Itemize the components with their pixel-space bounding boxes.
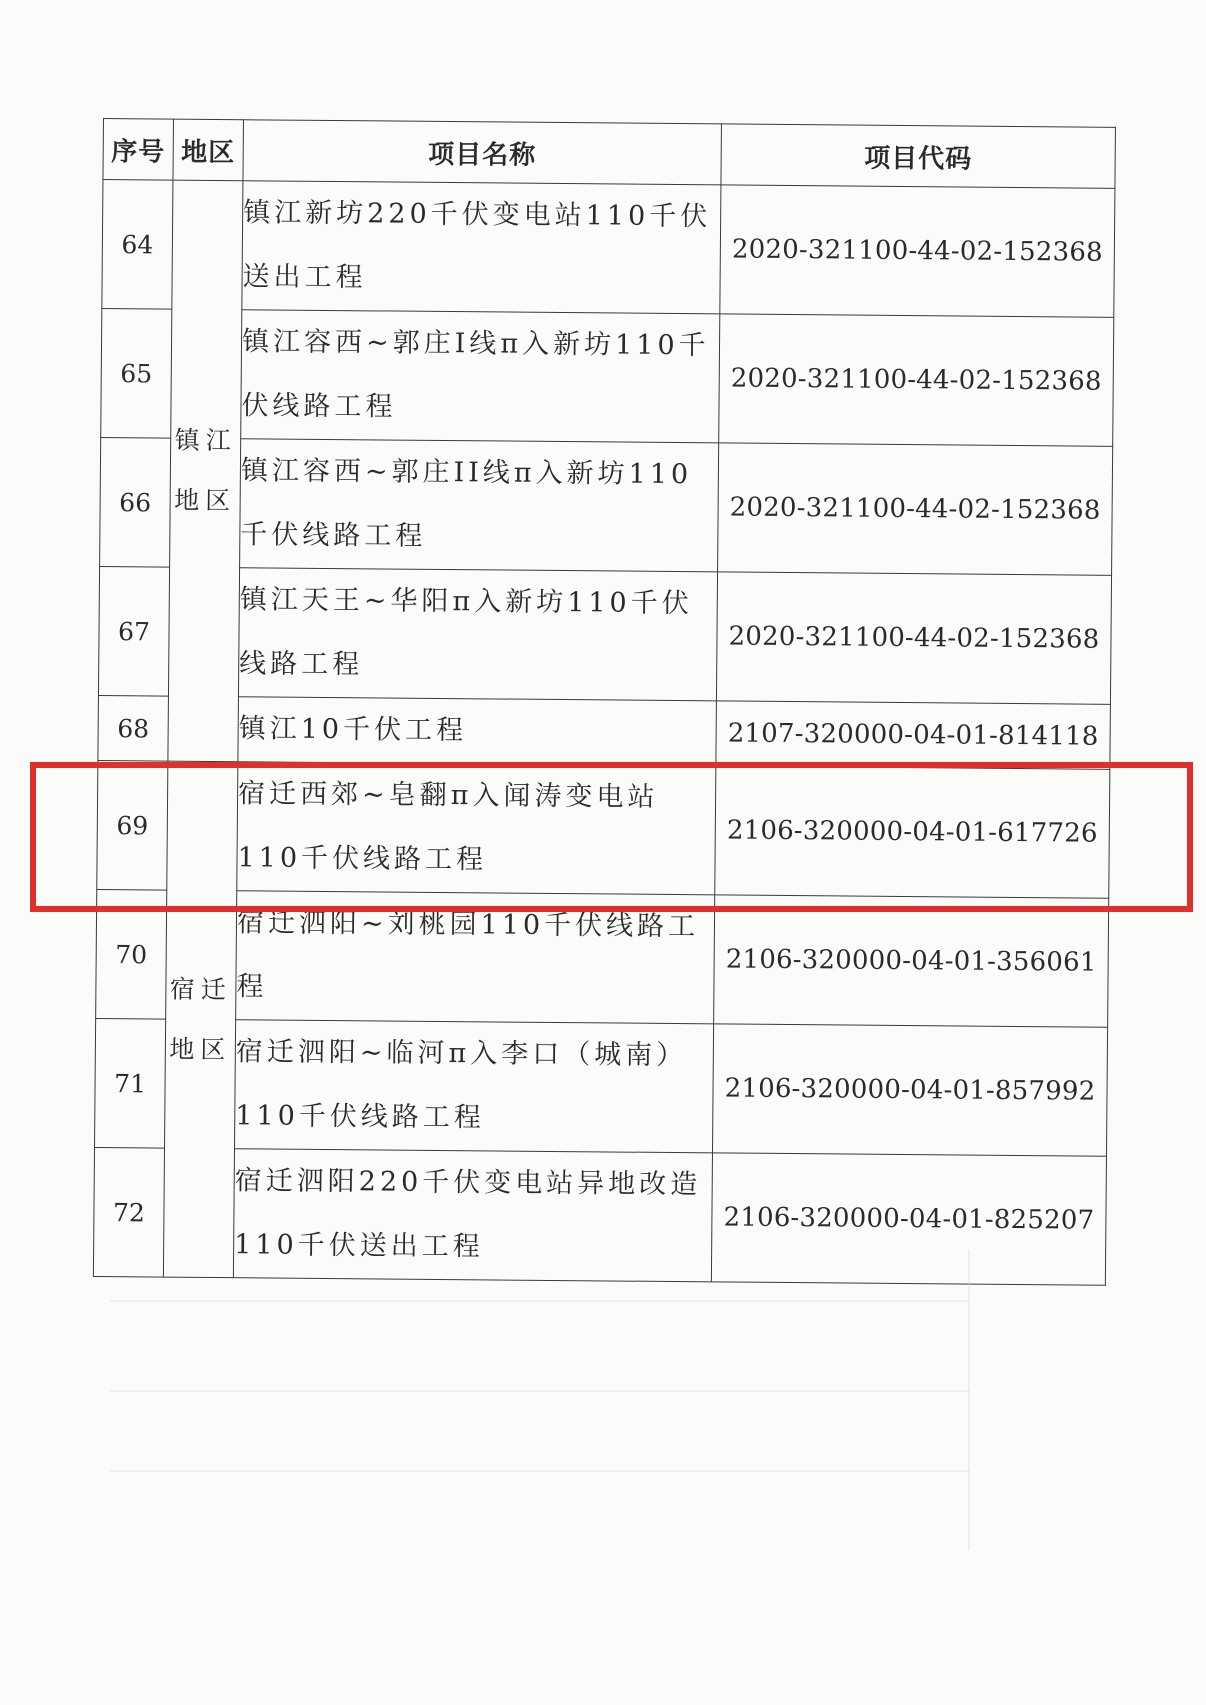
show-through-line	[968, 1250, 970, 1550]
row-project-code: 2106-320000-04-01-857992	[712, 1024, 1107, 1156]
row-seq: 65	[101, 308, 172, 438]
row-seq: 69	[97, 760, 168, 890]
row-project-name: 镇江新坊220千伏变电站110千伏送出工程	[242, 181, 721, 314]
row-seq: 67	[98, 566, 169, 696]
header-seq: 序号	[103, 119, 174, 181]
region-label-line: 宿迁	[169, 974, 233, 1004]
row-seq: 71	[95, 1018, 166, 1148]
show-through-line	[110, 1470, 970, 1472]
show-through-line	[110, 1390, 970, 1392]
row-project-code: 2106-320000-04-01-356061	[714, 895, 1109, 1027]
row-project-name: 宿迁泗阳~临河π入李口（城南）110千伏线路工程	[235, 1020, 714, 1153]
row-project-name: 镇江容西~郭庄II线π入新坊110千伏线路工程	[240, 439, 719, 572]
region-label-line: 地区	[174, 485, 237, 516]
row-seq: 72	[93, 1147, 164, 1277]
table-row	[100, 437, 1113, 575]
row-seq: 68	[98, 695, 169, 761]
row-project-name: 宿迁西郊~皂翻π入闻涛变电站110千伏线路工程	[237, 762, 716, 895]
table-row	[101, 308, 1114, 446]
row-seq: 66	[100, 437, 171, 567]
row-project-name: 宿迁泗阳~刘桃园110千伏线路工程	[236, 891, 715, 1024]
row-project-code: 2106-320000-04-01-617726	[715, 766, 1110, 898]
row-project-code: 2020-321100-44-02-152368	[720, 185, 1115, 317]
table-row	[98, 566, 1111, 704]
row-seq: 70	[96, 889, 167, 1019]
row-project-code: 2020-321100-44-02-152368	[719, 314, 1114, 446]
row-project-name: 镇江天王~华阳π入新坊110千伏线路工程	[238, 568, 717, 701]
table-row	[98, 695, 1111, 769]
region-label-line: 镇江	[174, 425, 237, 456]
region-label-line: 地区	[169, 1034, 232, 1064]
table-row	[95, 1018, 1108, 1156]
row-project-code: 2020-321100-44-02-152368	[716, 572, 1111, 704]
table-row	[93, 1147, 1106, 1285]
table-header-row	[103, 119, 1115, 189]
row-project-code: 2106-320000-04-01-825207	[711, 1153, 1106, 1285]
header-code: 项目代码	[721, 124, 1116, 188]
header-name: 项目名称	[243, 120, 722, 185]
row-project-code: 2020-321100-44-02-152368	[718, 443, 1113, 575]
red-highlight-box	[30, 762, 1193, 912]
row-seq: 64	[102, 180, 173, 310]
project-table	[93, 118, 1116, 1286]
show-through-line	[110, 1300, 970, 1302]
region-cell-zhenjiang	[168, 180, 243, 762]
header-region: 地区	[173, 119, 244, 181]
row-project-name: 镇江10千伏工程	[238, 697, 717, 766]
row-project-name: 镇江容西~郭庄I线π入新坊110千伏线路工程	[241, 310, 720, 443]
table-row	[102, 180, 1115, 318]
row-project-name: 宿迁泗阳220千伏变电站异地改造110千伏送出工程	[233, 1149, 712, 1282]
row-project-code: 2107-320000-04-01-814118	[716, 701, 1111, 769]
